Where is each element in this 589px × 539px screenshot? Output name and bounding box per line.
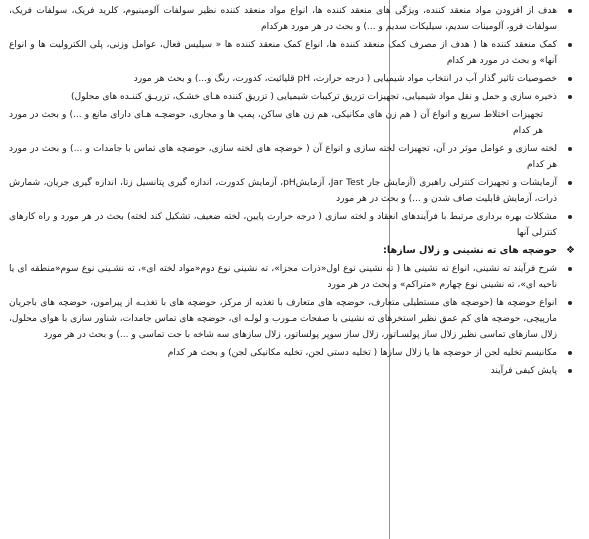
section-heading-text: حوضچه های ته نشینی و زلال سازها:: [383, 245, 557, 256]
list-item: [9, 363, 577, 379]
list-item: [9, 37, 577, 69]
bullet-icon: [568, 301, 572, 305]
bullet-icon: [568, 9, 572, 13]
list-item: [9, 295, 577, 343]
list-item: [9, 141, 577, 173]
list-item-text: کمک منعقد کننده ها ( هدف از مصرف کمک منعقد کننده ها، انواع کمک منعقد کننده ها « سیلیس فعال، عوامل وزنی، پلی الکترولیت ها و انواع آنها» و بحث در مورد هر کدام: [9, 40, 557, 66]
list-item-text: ذخیره سازی و حمل و نقل مواد شیمیایی، تجهیزات تزریق ترکیبات شیمیایی ( تزریق کننده هـای خشـک، تزریـق کننـده های محلول): [70, 92, 557, 102]
bullet-icon: [568, 43, 572, 47]
section-heading: [9, 243, 577, 259]
list-item: [9, 89, 577, 105]
list-item-text: مکانیسم تخلیه لجن از حوضچه ها یا زلال سازها ( تخلیه دستی لجن، تخلیه مکانیکی لجن) و بحث هر کدام: [167, 348, 557, 358]
list-item-text: پایش کیفی فرآیند: [490, 366, 557, 376]
bullet-icon: [568, 95, 572, 99]
bullet-icon: [568, 267, 572, 271]
list-item: [9, 261, 577, 293]
bullet-icon: [568, 147, 572, 151]
list-item: [9, 209, 577, 241]
bullet-icon: [568, 369, 572, 373]
bullet-icon: [568, 351, 572, 355]
list-item-text: شرح فرآیند ته نشینی، انواع ته نشینی ها ( ته نشینی نوع اول«ذرات مجزا»، ته نشینی نوع دوم«مواد لخته ای»، ته نشـینی نوع سوم«منطقه ای یا ناحیه ای»، ته نشینی نوع چهارم «متراکم» و بحث در هر مورد: [9, 264, 557, 290]
list-item-text: هدف از افزودن مواد منعقد کننده، ویژگی های منعقد کننده ها، انواع مواد منعقد کننده نظیر سولفات آلومینیوم، کلرید فریک، سولفات فریک، سولفات فرو، آلومینات سدیم، سیلیکات سدیم و ...) و بحث در هر مورد هرکدام: [9, 6, 557, 32]
list-item-text: مشکلات بهره برداری مرتبط با فرآیندهای انعقاد و لخته سازی ( درجه حرارت پایین، لخته ضعیف، تشکیل کند لخته) بحث در هر مورد و راه کارهای کنترلی آنها: [9, 212, 557, 238]
bullet-icon: [568, 181, 572, 185]
list-item: [9, 71, 577, 87]
list-item: [9, 3, 577, 35]
diamond-bullet-icon: ❖: [566, 245, 575, 256]
list-item-text: لخته سازی و عوامل موثر در آن، تجهیزات لخته سازی و انواع آن ( حوضچه های لخته سازی، حوضچه های تماس با جامدات و ...) و بحث در مورد هر کدام: [9, 144, 557, 170]
list-item-text: تجهیزات اختلاط سریع و انواع آن ( هم زن های مکانیکی، هم زن های ساکن، پمپ ها و مجاری، حوضچـه هـای دارای مانع و ...) و بحث در مورد هر کدام: [9, 110, 543, 136]
list-item: [9, 175, 577, 207]
list-item: [9, 345, 577, 361]
list-item-text: انواع حوضچه ها (حوضچه های مستطیلی متعارف، حوضچه های متعارف با تغذیه از مرکز، حوضچه های با تغذیـه از پیرامون، حوضچه های باجریان مارپیچی، حوضچه های کم عمق نظیر استخرهای ته نشینی با صفحات مـورب و لولـه ای، حوضچه های تماس جامدات، شناور سازی با هوای محلول، زلال سازهای تماسی نظیر زلال ساز پولسـاتور، زلال ساز سوپر پولساتور، زلال سازهای سه شاخه با جت تماسی و ...) و بحث در هر مورد: [9, 298, 557, 340]
bullet-icon: [568, 215, 572, 219]
list-item: [9, 107, 577, 139]
list-item-text: خصوصیات تاثیر گذار آب در انتخاب مواد شیمیایی ( درجه حرارت، pH قلیائیت، کدورت، رنگ و...) و بحث هر مورد: [133, 74, 557, 84]
document-body: [9, 3, 577, 381]
bullet-icon: [568, 77, 572, 81]
list-item-text: آزمایشات و تجهیزات کنترلی راهبری (آزمایش جار Jar Test، آزمایشpH، آزمایش کدورت، اندازه گیری پتانسیل زتا، اندازه گیری جریان، شمارش ذرات، آزمایش قابلیت صاف شدن و ...) و بحث در هر مورد: [9, 178, 558, 204]
